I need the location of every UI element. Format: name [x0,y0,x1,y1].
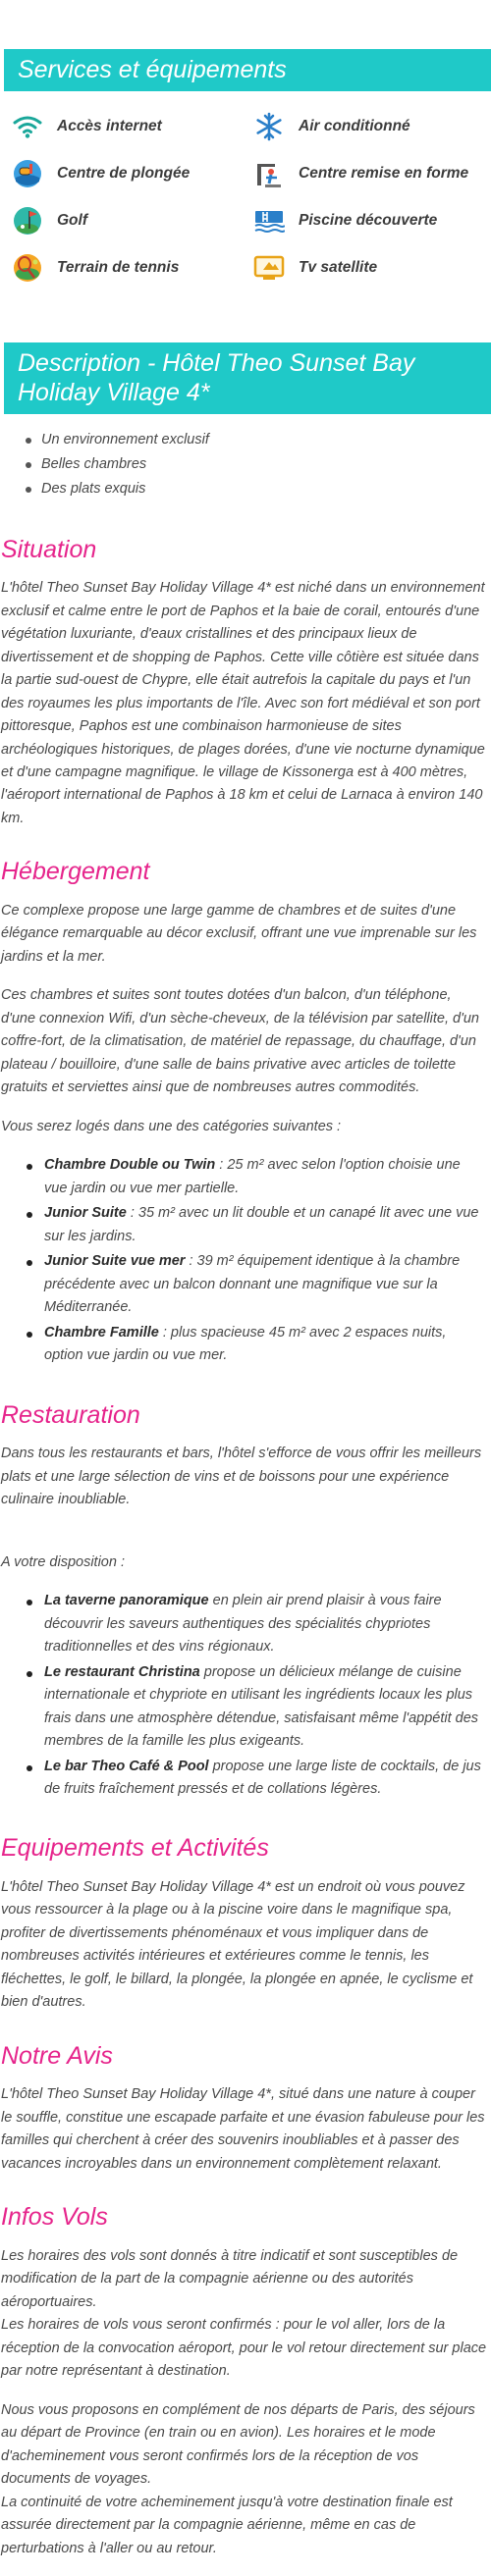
venue-text: propose une large liste de cocktails, de jus de fruits fraîchement pressés et de collations légères. [44,1758,481,1797]
services-title: Services et équipements [4,49,491,91]
restauration-disposition: A votre disposition : [1,1553,125,1570]
diving-icon [10,156,45,191]
tv-icon [251,250,287,286]
infos-title: Infos Vols [1,2203,108,2232]
infos-text: Nous vous proposons en complément de nos départs de Paris, des séjours au départ de Province (en train ou en avion). Les horaires et le mode d'acheminement vous seront confirmés lors de la réception de vos documents de voyages. [1,2401,475,2488]
service-tv [251,250,483,286]
list-item: Belles chambres [22,452,491,477]
hebergement-amenities: Ces chambres et suites sont toutes dotées d'un balcon, d'un téléphone, d'une connexion Wifi, d'un sèche-cheveux, de la télévision par satellite, d'un coffre-fort, de la climatisation, de matériel de repassage, du chauffage, d'un plateau / bouilloire, d'une salle de bains privative avec articles de toilette gratuits et serviettes ainsi que de nombreuses autres commodités. [1,987,479,1096]
avis-title: Notre Avis [1,2041,113,2070]
snowflake-icon [251,109,287,144]
list-item: Des plats exquis [22,477,491,501]
service-acces-internet [10,109,242,144]
venue-text: en plein air prend plaisir à vous faire découvrir les saveurs authentiques des spécialités chypriotes traditionnelles et des vins régionaux. [44,1593,442,1656]
situation-text: L'hôtel Theo Sunset Bay Holiday Village 4* est niché dans un environnement exclusif et calme entre le port de Paphos et la baie de corail, entourés d'une végétation luxuriante, d'eaux cristallines et des principaux lieux de divertissement et de shopping de Paphos. Cette ville côtière est située dans la partie sud-ouest de Chypre, elle était autrefois la capitale du pays et l'un des royaumes les plus importants de l'île. Avec son fort médiéval et son port pittoresque, Paphos est une combinaison harmonieuse de sites archéologiques historiques, de plages dorées, d'une vie nocturne dynamique et d'une campagne magnifique. le village de Kissonerga est à 400 mètres, l'aéroport international de Paphos à 18 km et celui de Larnaca à environ 140 km. [1,580,485,826]
service-centre-plongee [10,156,242,191]
description-title: Description - Hôtel Theo Sunset Bay Holiday Village 4* [4,342,491,414]
service-label: Air conditionné [299,117,410,134]
list-item: Un environnement exclusif [22,428,491,452]
list-item [38,1250,482,1319]
service-air-conditionne [251,109,483,144]
section-avis [0,2040,491,2176]
restauration-intro: Dans tous les restaurants et bars, l'hôtel s'efforce de vous offrir les meilleurs plats et une large sélection de vins et de boissons pour une expérience culinaire inoubliable. [1,1446,482,1508]
room-text: : plus spacieuse 45 m² avec 2 espaces nuits, option vue jardin ou vue mer. [44,1324,447,1364]
restauration-title: Restauration [1,1400,140,1429]
service-label: Piscine découverte [299,211,438,229]
list-item [38,1756,482,1802]
avis-text: L'hôtel Theo Sunset Bay Holiday Village 4*, situé dans une nature à couper le souffle, constitue une escapade parfaite et une évasion fabuleuse pour les familles qui cherchent à créer des souvenirs inoubliables et à passer des vacances incroyables dans un environnement complètement relaxant. [1,2086,485,2172]
perks-list [0,414,491,508]
list-item [38,1590,482,1658]
room-list [1,1154,488,1373]
infos-text: Les horaires des vols sont donnés à titre indicatif et sont susceptibles de modification de la part de la compagnie aérienne ou des autorités aéroportuaires. [1,2247,459,2310]
service-label: Centre remise en forme [299,164,469,182]
service-tennis [10,250,242,286]
room-name: Chambre Famille [44,1324,159,1341]
room-text: : 35 m² avec un lit double et un canapé lit avec une vue sur les jardins. [44,1205,479,1244]
infos-text: La continuité de votre acheminement jusqu'à votre destination finale est assurée directement par la compagnie aérienne, même en cas de perturbations à l'aller ou au retour. [1,2494,453,2556]
service-centre-forme [251,156,483,191]
section-restauration [0,1399,491,1808]
hebergement-categories-intro: Vous serez logés dans une des catégories suivantes : [1,1118,342,1134]
service-golf [10,203,242,238]
services-grid [0,91,491,307]
service-label: Accès internet [57,117,162,134]
list-item [38,1322,482,1368]
service-label: Golf [57,211,87,229]
venue-name: La taverne panoramique [44,1593,209,1609]
infos-paragraph-1 [1,2245,488,2384]
list-item [38,1202,482,1248]
section-equipements [0,1832,491,2014]
service-piscine [251,203,483,238]
pool-icon [251,203,287,238]
venue-name: Le bar Theo Café & Pool [44,1758,209,1774]
golf-icon [10,203,45,238]
section-situation [0,534,491,831]
tennis-icon [10,250,45,286]
venue-text: propose un délicieux mélange de cuisine internationale et chypriote en utilisant les ingrédients locaux les plus frais dans une atmosphère détendue, satisfaisant même l'appétit des membres de la famille les plus exigeants. [44,1663,479,1750]
service-label: Tv satellite [299,258,378,276]
room-name: Chambre Double ou Twin [44,1157,216,1174]
room-text: : 39 m² équipement identique à la chambre précédente avec un balcon donnant une magnifique vue sur la Méditerranée. [44,1253,461,1316]
hebergement-intro: Ce complexe propose une large gamme de chambres et de suites d'une élégance remarquable au décor exclusif, offrant une vue imprenable sur les jardins et la mer. [1,902,477,965]
section-hebergement [0,856,491,1373]
service-label: Centre de plongée [57,164,191,182]
room-name: Junior Suite vue mer [44,1253,186,1270]
equipements-title: Equipements et Activités [1,1834,269,1863]
room-name: Junior Suite [44,1205,127,1222]
venue-list [1,1590,488,1807]
infos-text: Les horaires de vols vous seront confirmés : pour le vol aller, lors de la réception de la convocation aéroport, pour le vol retour directement sur place par notre représentant à destination. [1,2317,487,2380]
section-infos-vols [0,2201,491,2560]
list-item [38,1154,482,1200]
service-label: Terrain de tennis [57,258,180,276]
equipements-text: L'hôtel Theo Sunset Bay Holiday Village 4* est un endroit où vous pouvez vous ressourcer à la plage ou à la piscine voire dans le magnifique spa, profiter de divertissements phénoménaux et vous impliquer dans de nombreuses activités intérieures et extérieures comme le tennis, les fléchettes, le golf, le billard, la plongée, la plongée en apnée, le cyclisme et bien d'autres. [1,1878,473,2011]
hebergement-title: Hébergement [1,858,150,886]
infos-paragraph-2 [1,2399,488,2560]
wifi-icon [10,109,45,144]
situation-title: Situation [1,535,97,563]
room-text: : 25 m² avec selon l'option choisie une vue jardin ou vue mer partielle. [44,1157,461,1196]
fitness-icon [251,156,287,191]
list-item [38,1661,482,1754]
venue-name: Le restaurant Christina [44,1663,200,1680]
